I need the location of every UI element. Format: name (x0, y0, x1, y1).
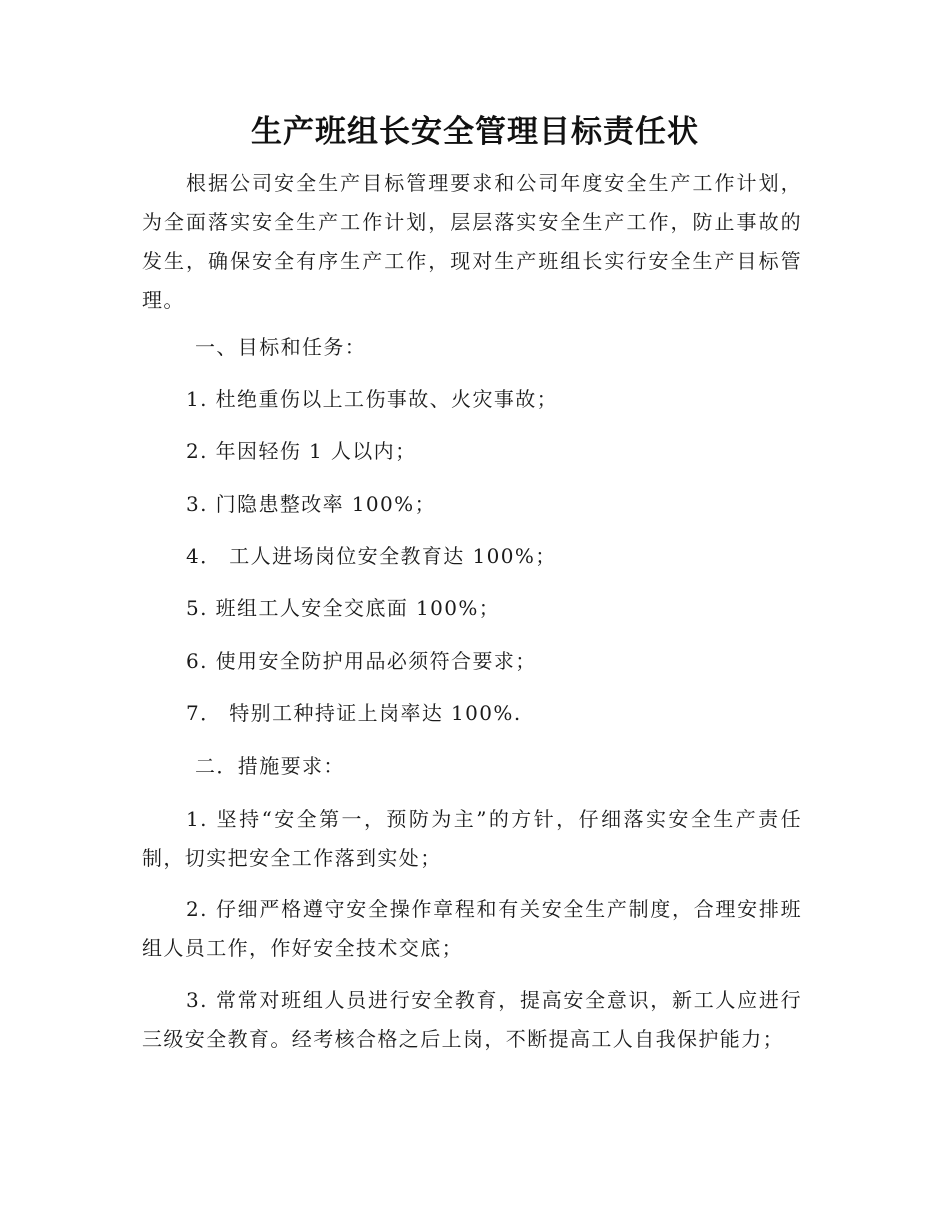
goal-item: 4． 工人进场岗位安全教育达 100%； (186, 544, 557, 568)
goal-item: 5. 班组工人安全交底面 100%； (186, 596, 501, 620)
section-heading-goals: 一、目标和任务： (195, 335, 367, 359)
goal-item: 7． 特别工种持证上岗率达 100%. (186, 701, 522, 725)
goal-item: 3. 门隐患整改率 100%； (186, 492, 436, 516)
intro-paragraph: 根据公司安全生产目标管理要求和公司年度安全生产工作计划，为全面落实安全生产工作计划，层层落实安全生产工作，防止事故的发生，确保安全有序生产工作，现对生产班组长实行安全生产目标管理。 (142, 171, 802, 312)
goal-item: 6. 使用安全防护用品必须符合要求； (186, 649, 537, 673)
section-heading-measures: 二．措施要求： (195, 754, 345, 778)
document-title: 生产班组长安全管理目标责任状 (251, 114, 699, 150)
measure-item: 2. 仔细严格遵守安全操作章程和有关安全生产制度，合理安排班组人员工作，作好安全技术交底； (142, 897, 802, 960)
measure-item: 1. 坚持“安全第一，预防为主”的方针，仔细落实安全生产责任制，切实把安全工作落到实处； (142, 807, 802, 870)
goal-item: 2. 年因轻伤 1 人以内； (186, 439, 417, 463)
goal-item: 1. 杜绝重伤以上工伤事故、火灾事故； (186, 387, 559, 411)
measure-item: 3. 常常对班组人员进行安全教育，提高安全意识，新工人应进行三级安全教育。经考核合格之后上岗，不断提高工人自我保护能力； (142, 988, 802, 1051)
